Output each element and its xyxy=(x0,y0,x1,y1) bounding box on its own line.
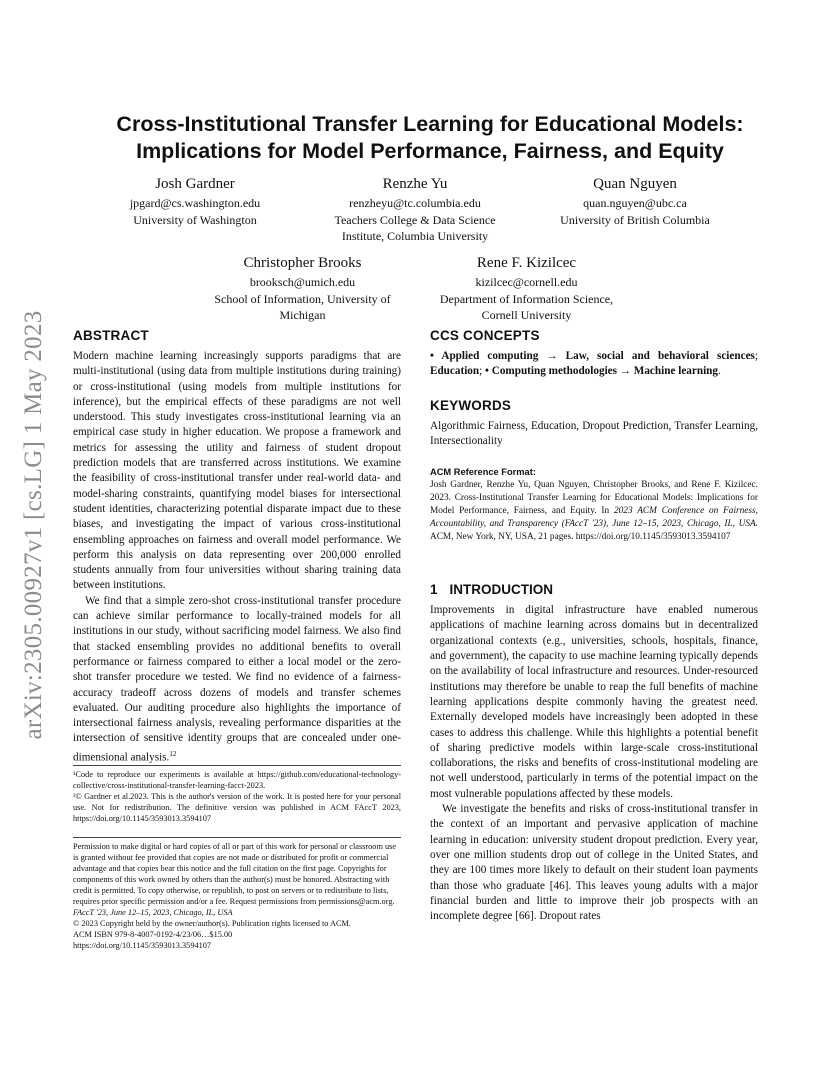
paper-title xyxy=(70,111,790,165)
author-affiliation: University of British Columbia xyxy=(560,212,710,227)
intro-paragraph-1: Improvements in digital infrastructure have enabled numerous applications of machine learning across domains but in decentralized organizational contexts (e.g., universities, schools, hospitals, finance, and government), the capacity to use machine learning typically depends on the availability of local infrastructure and resources. Under-resourced institutions may therefore be unable to reap the full benefits of machine learning applications despite commonly having the greatest need. Externally developed models have increasingly been adopted in these cases to address this challenge. While this highlights a potential benefit of sharing predictive models within large-scale cross-institutional collaborations, the risks and benefits of cross-institutional modeling are not well understood, particularly in terms of the potential impact on the most vulnerable populations affected by these models. xyxy=(430,604,758,800)
footnotes xyxy=(73,765,401,824)
ccs-arrow-1: → xyxy=(538,350,566,362)
keywords-text: Algorithmic Fairness, Education, Dropout Prediction, Transfer Learning, Intersectionality xyxy=(430,419,758,447)
author-affiliation: Department of Information Science, Cornell University xyxy=(439,291,614,322)
author-name: Josh Gardner xyxy=(155,176,235,192)
acm-reference-heading: ACM Reference Format: xyxy=(430,467,536,478)
copyright-line: © 2023 Copyright held by the owner/author(s). Publication rights licensed to ACM. xyxy=(73,919,351,928)
keywords-heading: KEYWORDS xyxy=(430,397,512,413)
author-block xyxy=(200,254,405,324)
ccs-item-2: Education xyxy=(430,365,480,378)
author-block xyxy=(540,175,730,228)
author-name: Rene F. Kizilcec xyxy=(476,255,577,271)
ccs-end: . xyxy=(718,365,721,378)
author-block xyxy=(320,175,510,245)
author-email[interactable]: kizilcec@cornell.edu xyxy=(475,275,578,289)
author-affiliation: School of Information, University of Michigan xyxy=(214,291,391,322)
author-affiliation: University of Washington xyxy=(133,212,257,227)
ccs-item-1: Law, social and behavioral sciences xyxy=(565,350,755,362)
ccs-heading: CCS CONCEPTS xyxy=(430,328,540,343)
introduction-heading xyxy=(430,582,758,597)
footnote-marker[interactable]: 12 xyxy=(169,749,177,758)
acm-reference-venue: 2023 ACM Conference on Fairness, Accountability, and Transparency (FAccT '23), June 12–15, 2023, Chicago, IL, USA. xyxy=(430,506,758,530)
ccs-arrow-2: → xyxy=(617,365,634,378)
ccs-item-3: Machine learning xyxy=(633,365,718,378)
ccs-sep-1: ; xyxy=(754,350,758,362)
footnote-2: ²© Gardner et al.2023. This is the author's version of the work. It is posted here for your personal use. Not for redistribution. The definitive version was published in ACM FAccT 2023, https://doi.org/10.1145/3593013.3594107 xyxy=(73,792,401,823)
section-title: INTRODUCTION xyxy=(449,582,554,598)
ccs-text xyxy=(430,349,758,380)
intro-paragraph-2: We investigate the benefits and risks of cross-institutional transfer in the context of an important and pervasive application of machine learning in education: university student dropout prediction. Every year, over one million students drop out of college in the United States, and they are 100 times more likely to default on their student loan payments than those who graduate [46]. This leaves young adults with a major financial burden and little to improve their job prospects with an incomplete degree [66]. Dropout rates xyxy=(430,803,758,923)
abstract-heading: ABSTRACT xyxy=(73,328,149,343)
right-column xyxy=(430,328,758,924)
author-affiliation: Teachers College & Data Science Institute, Columbia University xyxy=(334,212,496,243)
author-email[interactable]: renzheyu@tc.columbia.edu xyxy=(349,196,481,210)
ccs-bullet-2: • Computing methodologies xyxy=(485,365,617,378)
acm-reference xyxy=(430,467,758,544)
abstract-paragraph-2-text: We find that a simple zero-shot cross-institutional transfer procedure can achieve similar performance to locally-trained models for all institutions in our study, without sacrificing model fairness. We also find that stacked ensembling provides no additional benefits to overall performance or fairness compared to either a local model or the zero-shot transfer procedure we tested. We find no evidence of a fairness-accuracy tradeoff across dozens of models and transfer schemes evaluated. Our auditing procedure also highlights the importance of intersectional fairness analysis, revealing performance disparities at the intersection of sensitive identity groups that are concealed under one-dimensional analysis. xyxy=(73,594,401,764)
abstract-paragraph-2 xyxy=(73,594,401,766)
left-column xyxy=(73,328,401,766)
isbn-line: ACM ISBN 979-8-4007-0192-4/23/06…$15.00 xyxy=(73,930,233,939)
permission-block xyxy=(73,837,401,951)
acm-reference-tail: ACM, New York, NY, USA, 21 pages. https://doi.org/10.1145/3593013.3594107 xyxy=(430,532,731,543)
acm-reference-authors: Josh Gardner, Renzhe Yu, Quan Nguyen, Christopher Brooks, and Rene F. Kizilcec. 2023. Cross-Institutional Transfer Learning for Educational Models: Implications for Model Performance, Fairness, and Equity. In xyxy=(430,480,758,517)
author-block xyxy=(100,175,290,228)
ccs-bullet-1: • Applied computing xyxy=(430,350,539,362)
abstract-paragraph-1: Modern machine learning increasingly supports paradigms that are multi-institutional (using data from multiple institutions during training) or cross-institutional (using models from multiple institutions for inference), but the empirical effects of these paradigms are not well understood. This study investigates cross-institutional learning via an empirical case study in higher education. We propose a framework and metrics for assessing the utility and fairness of student dropout prediction models that are transferred across institutions. We examine the feasibility of cross-institutional transfer under real-world data- and model-sharing constraints, quantifying model biases for intersectional student identities, characterizing potential disparate impact due to these biases, and investigating the impact of various cross-institutional ensembling approaches on fairness and overall model performance. We perform this analysis on data representing over 200,000 enrolled students annually from four universities without sharing training data between institutions. xyxy=(73,350,401,592)
doi-link[interactable]: https://doi.org/10.1145/3593013.3594107 xyxy=(73,941,212,950)
conference-venue: FAccT '23, June 12–15, 2023, Chicago, IL, USA xyxy=(73,908,233,917)
arxiv-identifier: arXiv:2305.00927v1 [cs.LG] 1 May 2023 xyxy=(20,310,47,740)
author-block xyxy=(424,254,629,324)
ccs-concepts-section xyxy=(430,328,758,380)
author-email[interactable]: brooksch@umich.edu xyxy=(249,275,356,289)
footnote-1: ¹Code to reproduce our experiments is available at https://github.com/educational-technology-collective/cross-institutional-transfer-learning-facct-2023. xyxy=(73,770,401,790)
author-email[interactable]: quan.nguyen@ubc.ca xyxy=(583,196,687,210)
title-line-1: Cross-Institutional Transfer Learning for Educational Models: xyxy=(116,112,744,136)
acm-reference-text xyxy=(430,479,758,544)
author-name: Christopher Brooks xyxy=(243,255,362,271)
section-number: 1 xyxy=(430,582,438,598)
title-line-2: Implications for Model Performance, Fairness, and Equity xyxy=(136,139,724,163)
arxiv-sidebar xyxy=(14,290,54,760)
author-name: Renzhe Yu xyxy=(382,176,448,192)
ccs-sep-2: ; xyxy=(479,365,486,378)
permission-text: Permission to make digital or hard copies of all or part of this work for personal or classroom use is granted without fee provided that copies are not made or distributed for profit or commercial advantage and that copies bear this notice and the full citation on the first page. Copyrights for components of this work owned by others than the author(s) must be honored. Abstracting with credit is permitted. To copy otherwise, or republish, to post on servers or to redistribute to lists, requires prior specific permission and/or a fee. Request permissions from permissions@acm.org. xyxy=(73,842,397,906)
author-email[interactable]: jpgard@cs.washington.edu xyxy=(129,196,261,210)
author-name: Quan Nguyen xyxy=(593,176,677,192)
